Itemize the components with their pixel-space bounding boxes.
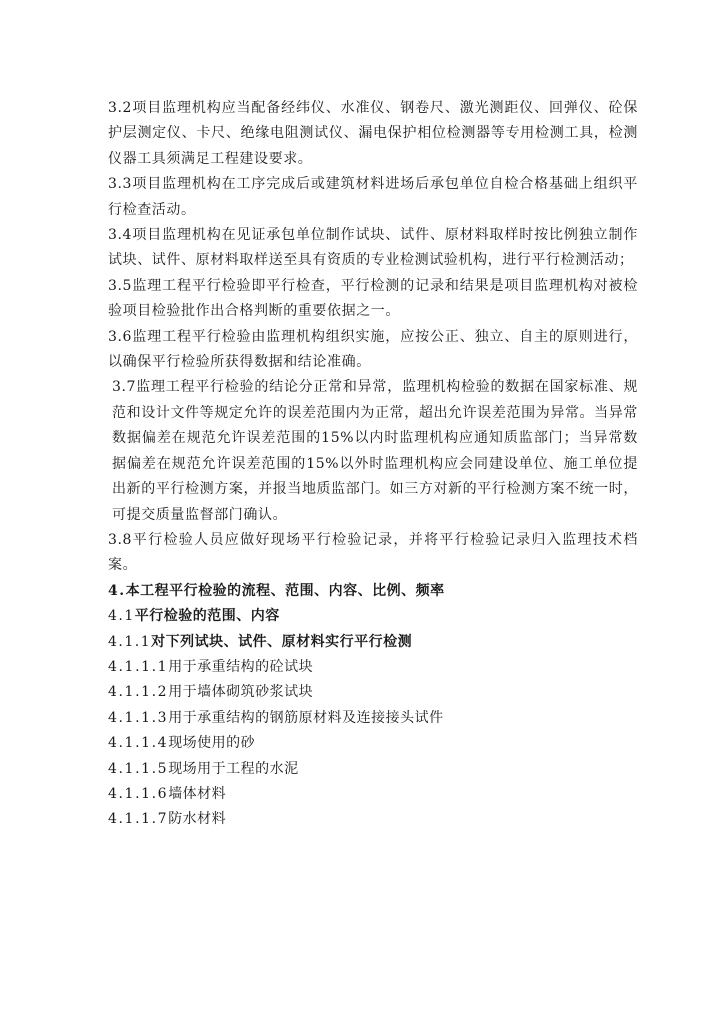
list-item-text: 用于承重结构的砼试块 <box>168 658 314 675</box>
list-item-text: 防水材料 <box>168 811 227 828</box>
section-4-1-number: 4.1 <box>108 608 135 625</box>
paragraph-3-8: 3.8平行检验人员应做好现场平行检验记录，并将平行检验记录归入监理技术档案。 <box>108 531 638 574</box>
list-item <box>108 655 638 680</box>
paragraph-3-4: 3.4项目监理机构在见证承包单位制作试块、试件、原材料取样时按比例独立制作试块、试件、原材料取样送至具有资质的专业检测试验机构，进行平行检测活动； <box>108 227 638 269</box>
list-item-number: 4.1.1.4 <box>108 735 169 752</box>
list-item-number: 4.1.1.3 <box>108 709 169 726</box>
section-4-1-heading <box>108 604 638 629</box>
list-item <box>108 706 638 731</box>
list-item <box>108 731 638 756</box>
list-item-text: 现场用于工程的水泥 <box>168 760 299 777</box>
list-item-number: 4.1.1.7 <box>108 811 169 828</box>
list-item <box>108 680 638 705</box>
document-body <box>108 96 638 833</box>
list-item-number: 4.1.1.6 <box>108 785 169 802</box>
section-4-title: 本工程平行检验的流程、范围、内容、比例、频率 <box>125 582 445 599</box>
list-item-text: 用于承重结构的钢筋原材料及连接接头试件 <box>168 709 444 726</box>
paragraph-3-6: 3.6监理工程平行检验由监理机构组织实施，应按公正、独立、自主的原则进行，以确保平行检验所获得数据和结论准确。 <box>108 328 638 371</box>
list-item-text: 墙体材料 <box>168 785 227 802</box>
paragraph-3-2: 3.2项目监理机构应当配备经纬仪、水准仪、钢卷尺、激光测距仪、回弹仪、砼保护层测定仪、卡尺、绝缘电阻测试仪、漏电保护相位检测器等专用检测工具，检测仪器工具须满足工程建设要求。 <box>108 100 638 167</box>
paragraph-3-5: 3.5监理工程平行检验即平行检查，平行检测的记录和结果是项目监理机构对被检验项目检验批作出合格判断的重要依据之一。 <box>108 277 638 320</box>
list-item-text: 现场使用的砂 <box>168 735 256 752</box>
section-4-1-1-title: 对下列试块、试件、原材料实行平行检测 <box>151 633 413 650</box>
list-item-text: 用于墙体砌筑砂浆试块 <box>168 684 314 701</box>
list-item <box>108 782 638 807</box>
list-item-number: 4.1.1.2 <box>108 684 169 701</box>
section-4-1-title: 平行检验的范围、内容 <box>134 608 280 625</box>
section-4-1-1-number: 4.1.1 <box>108 633 152 650</box>
list-item <box>108 757 638 782</box>
section-4-heading <box>108 579 638 604</box>
list-item-number: 4.1.1.5 <box>108 760 169 777</box>
paragraph-3-3: 3.3项目监理机构在工序完成后或建筑材料进场后承包单位自检合格基础上组织平行检查活动。 <box>108 176 638 218</box>
paragraph-3-7: 3.7监理工程平行检验的结论分正常和异常，监理机构检验的数据在国家标准、规范和设计文件等规定允许的误差范围内为正常，超出允许误差范围为异常。当异常数据偏差在规范允许误差范围的15%以内时监理机构应通知质监部门；当异常数据偏差在规范允许误差范围的15%以外时监理机构应会同建设单位、施工单位提出新的平行检测方案，并报当地质监部门。如三方对新的平行检测方案不统一时，可提交质量监督部门确认。 <box>112 379 638 523</box>
list-item <box>108 807 638 832</box>
section-4-number: 4. <box>108 582 126 599</box>
section-4-1-1-heading <box>108 630 638 655</box>
list-item-number: 4.1.1.1 <box>108 658 169 675</box>
